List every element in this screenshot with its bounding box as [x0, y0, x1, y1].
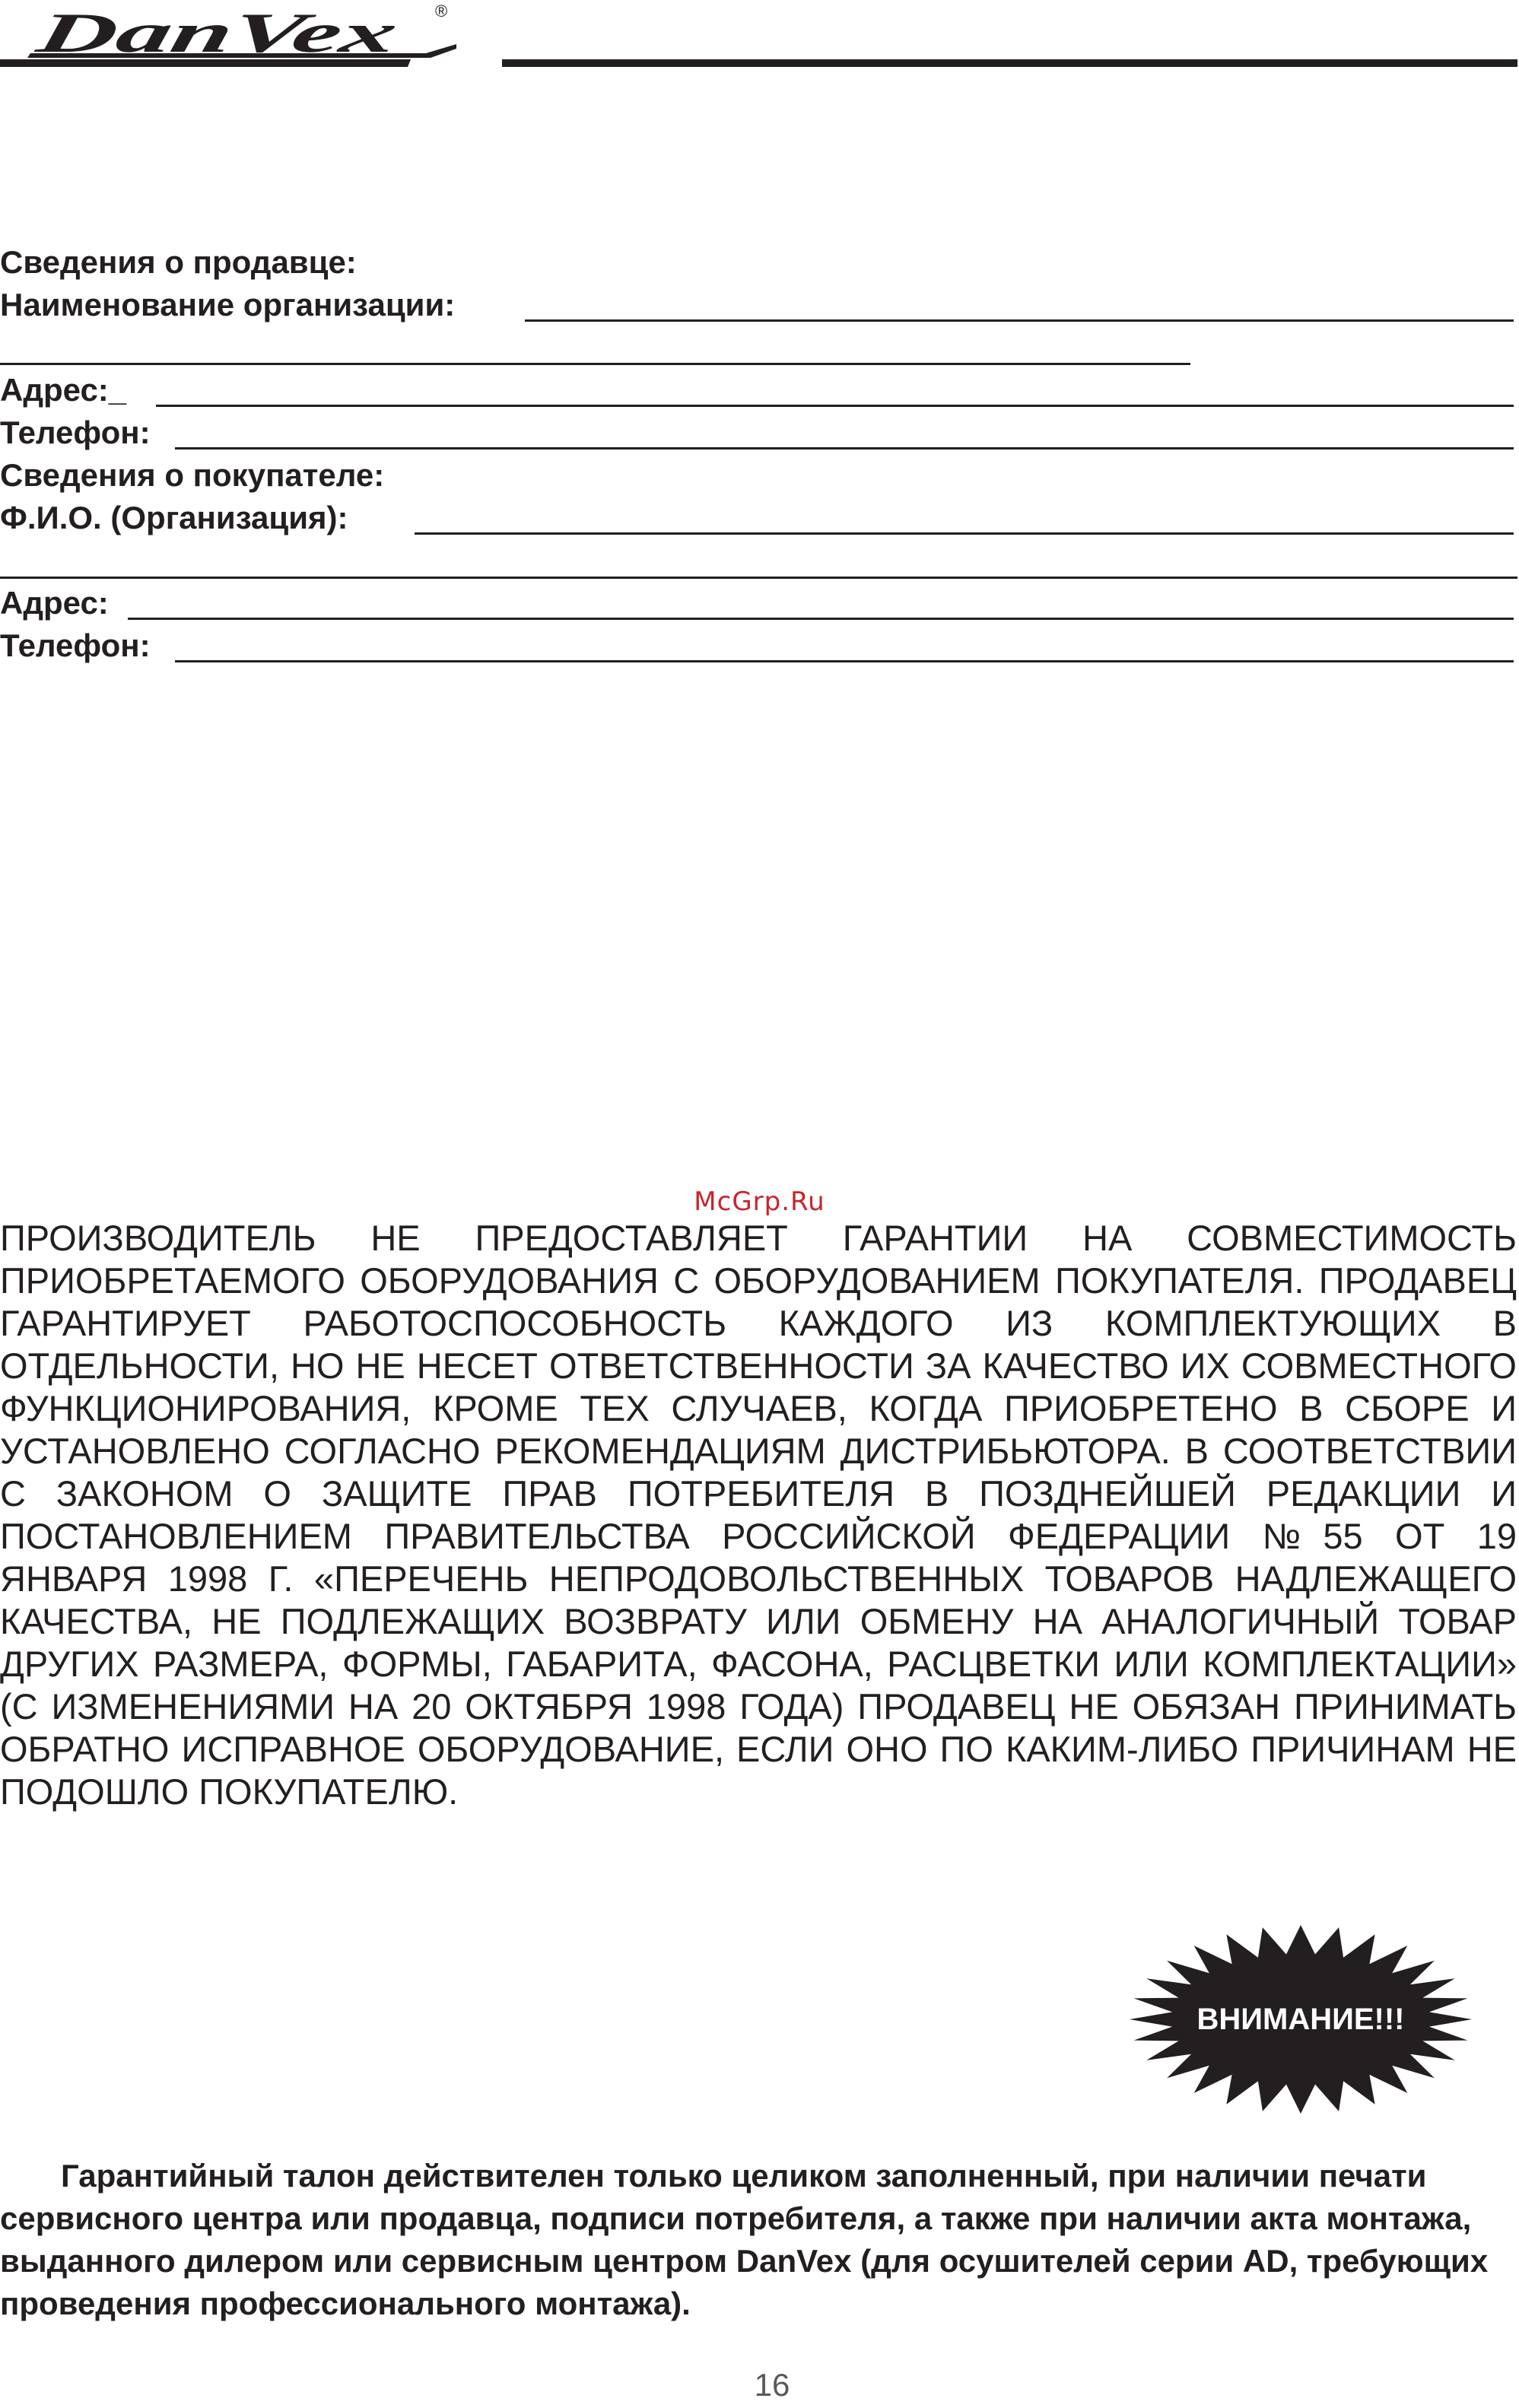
seller-phone-field[interactable] — [175, 447, 1514, 450]
watermark: McGrp.Ru — [694, 1187, 825, 1217]
buyer-name-field[interactable] — [415, 532, 1514, 535]
header-rule — [502, 59, 1517, 67]
seller-phone-label: Телефон: — [0, 415, 151, 450]
attention-label: ВНИМАНИЕ!!! — [1196, 2002, 1405, 2036]
buyer-heading: Сведения о покупателе: — [0, 457, 385, 493]
seller-address-field[interactable] — [156, 405, 1514, 407]
seller-phone-row — [0, 411, 1514, 454]
seller-org-row — [0, 284, 1514, 326]
seller-heading: Сведения о продавце: — [0, 244, 357, 280]
seller-heading-row — [0, 241, 1514, 284]
seller-org-field-continued[interactable] — [0, 363, 1190, 365]
buyer-address-label: Адрес: — [0, 585, 109, 621]
buyer-name-field-continued[interactable] — [0, 577, 1517, 579]
buyer-name-row — [0, 497, 1514, 539]
registered-mark: ® — [435, 2, 448, 21]
buyer-phone-row — [0, 624, 1514, 667]
logo-wordmark: DanVex — [31, 2, 230, 65]
seller-address-row — [0, 369, 1514, 411]
warranty-note — [0, 2155, 1502, 2325]
buyer-address-row — [0, 582, 1514, 624]
buyer-phone-field[interactable] — [175, 660, 1514, 662]
page-number: 16 — [754, 2367, 790, 2403]
seller-address-label: Адрес:_ — [0, 372, 127, 408]
buyer-heading-row — [0, 454, 1514, 497]
seller-org-field[interactable] — [525, 319, 1514, 322]
buyer-address-field[interactable] — [128, 618, 1514, 620]
seller-org-label: Наименование организации: — [0, 287, 456, 322]
warranty-note-text: Гарантийный талон действителен только целиком заполненный, при наличии печати сервисного центра или продавца, подписи потребителя, а также при наличии акта монтажа, выданного дилером или сервисным центром DanVex (для осушителей серии AD, требующих проведения профессионального монтажа). — [0, 2158, 1489, 2321]
buyer-phone-label: Телефон: — [0, 627, 151, 663]
danvex-logo — [0, 0, 472, 72]
disclaimer-paragraph: ПРОИЗВОДИТЕЛЬ НЕ ПРЕДОСТАВЛЯЕТ ГАРАНТИИ НА СОВМЕСТИМОСТЬ ПРИОБРЕТАЕМОГО ОБОРУДОВАНИЯ С ОБОРУДОВАНИЕМ ПОКУПАТЕЛЯ. ПРОДАВЕЦ ГАРАНТИРУЕТ РАБОТОСПОСОБНОСТЬ КАЖДОГО ИЗ КОМПЛЕКТУЮЩИХ В ОТДЕЛЬНОСТИ, НО НЕ НЕСЕТ ОТВЕТСТВЕННОСТИ ЗА КАЧЕСТВО ИХ СОВМЕСТНОГО ФУНКЦИОНИРОВАНИЯ, КРОМЕ ТЕХ СЛУЧАЕВ, КОГДА ПРИОБРЕТЕНО В СБОРЕ И УСТАНОВЛЕНО СОГЛАСНО РЕКОМЕНДАЦИЯМ ДИСТРИБЬЮТОРА. В СООТВЕТСТВИИ С ЗАКОНОМ О ЗАЩИТЕ ПРАВ ПОТРЕБИТЕЛЯ В ПОЗДНЕЙШЕЙ РЕДАКЦИИ И ПОСТАНОВЛЕНИЕМ ПРАВИТЕЛЬСТВА РОССИЙСКОЙ ФЕДЕРАЦИИ №55 ОТ 19 ЯНВАРЯ 1998 Г. «ПЕРЕЧЕНЬ НЕПРОДОВОЛЬСТВЕННЫХ ТОВАРОВ НАДЛЕЖАЩЕГО КАЧЕСТВА, НЕ ПОДЛЕЖАЩИХ ВОЗВРАТУ ИЛИ ОБМЕНУ НА АНАЛОГИЧНЫЙ ТОВАР ДРУГИХ РАЗМЕРА, ФОРМЫ, ГАБАРИТА, ФАСОНА, РАСЦВЕТКИ ИЛИ КОМПЛЕКТАЦИИ» (С ИЗМЕНЕНИЯМИ НА 20 ОКТЯБРЯ 1998 ГОДА) ПРОДАВЕЦ НЕ ОБЯЗАН ПРИНИМАТЬ ОБРАТНО ИСПРАВНОЕ ОБОРУДОВАНИЕ, ЕСЛИ ОНО ПО КАКИМ-ЛИБО ПРИЧИНАМ НЕ ПОДОШЛО ПОКУПАТЕЛЮ. — [0, 1218, 1517, 1812]
buyer-name-label: Ф.И.О. (Организация): — [0, 500, 348, 535]
